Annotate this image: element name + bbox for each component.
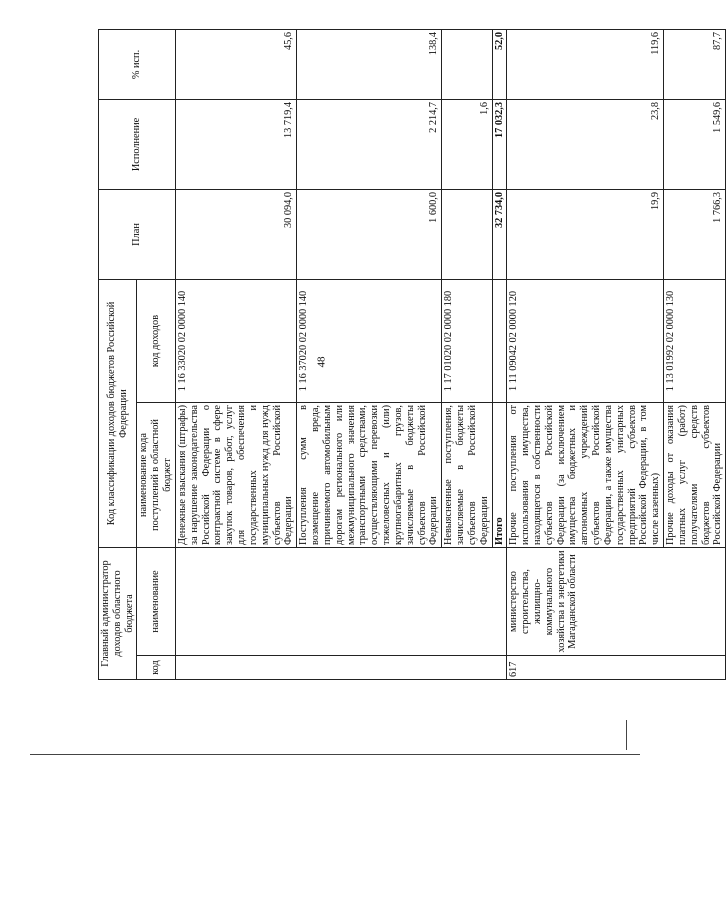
plan-value: 30 094,0: [175, 190, 296, 280]
page-number: 48: [315, 356, 328, 368]
percent-value: [442, 30, 492, 100]
page-divider: [30, 754, 640, 755]
income-name: Прочие доходы от оказания платных услуг (работ) получателями средств бюджетов субъектов Российской Федерации: [664, 403, 726, 548]
header-income-code: код доходов: [137, 280, 175, 403]
percent-value: 119,6: [507, 30, 664, 100]
table-row: [507, 30, 664, 680]
income-code: 1 11 09042 02 0000 120: [507, 280, 664, 403]
execution-value: 1,6: [442, 100, 492, 190]
header-income-name: наименование кода поступлений в областной бюджет: [137, 403, 175, 548]
header-plan: План: [99, 190, 176, 280]
total-label: Итого: [492, 403, 507, 548]
header-name: наименование: [137, 548, 175, 656]
header-row-1: [99, 30, 137, 680]
ministry-name: министерство строительства, жилищно-коммунального хозяйства и энергетики Магаданской области: [507, 548, 726, 656]
total-plan: 32 734,0: [492, 190, 507, 280]
income-name: Денежные взыскания (штрафы) за нарушение законодательства Российской Федерации о контрактной системе в сфере закупок товаров, работ, услуг для обеспечения государственных и муниципальных нужд для нужд субъектов Российской Федерации: [175, 403, 296, 548]
income-name: Невыясненные поступления, зачисляемые в бюджеты субъектов Российской Федерации: [442, 403, 492, 548]
plan-value: 1 766,3: [664, 190, 726, 280]
income-table: [98, 29, 726, 680]
admin-name-cell: [175, 548, 506, 656]
income-name: Прочие поступления от использования имущества, находящегося в собственности субъектов Российской Федерации (за исключением имущества бюджетных и автономных учреждений субъектов Российской Федерации, а также имущества государственных унитарных предприятий субъектов Российской Федерации, в том числе казенных): [507, 403, 664, 548]
header-percent: % исп.: [99, 30, 176, 100]
plan-value: 19,9: [507, 190, 664, 280]
total-percent: 52,0: [492, 30, 507, 100]
table-row: [175, 30, 296, 680]
income-code: 1 17 01020 02 0000 180: [442, 280, 492, 403]
total-execution: 17 032,3: [492, 100, 507, 190]
execution-value: 1 549,6: [664, 100, 726, 190]
margin-mark: [626, 720, 627, 750]
plan-value: 1 600,0: [297, 190, 442, 280]
income-code: 1 13 01992 02 0000 130: [664, 280, 726, 403]
rotated-table-container: [98, 30, 724, 680]
execution-value: 23,8: [507, 100, 664, 190]
total-code-cell: [492, 280, 507, 403]
execution-value: 2 214,7: [297, 100, 442, 190]
execution-value: 13 719,4: [175, 100, 296, 190]
percent-value: 138,4: [297, 30, 442, 100]
header-classif-group: Код классификации доходов бюджетов Российской Федерации: [99, 280, 137, 548]
percent-value: 87,7: [664, 30, 726, 100]
plan-value: [442, 190, 492, 280]
income-name: Поступления сумм в возмещение вреда, причиняемого автомобильным дорогам регионального или межмуниципального значения транспортными средствами, осуществляющими перевозки тяжеловесных и (или) крупногабаритных грузов, зачисляемые в бюджеты субъектов Российской Федерации: [297, 403, 442, 548]
income-code: 1 16 33020 02 0000 140: [175, 280, 296, 403]
ministry-code: 617: [507, 656, 726, 680]
income-code: 1 16 37020 02 0000 140: [297, 280, 442, 403]
admin-code-cell: [175, 656, 506, 680]
header-code: код: [137, 656, 175, 680]
header-execution: Исполнение: [99, 100, 176, 190]
percent-value: 45,6: [175, 30, 296, 100]
header-admin-group: Главный администратор доходов областного бюджета: [99, 548, 137, 680]
